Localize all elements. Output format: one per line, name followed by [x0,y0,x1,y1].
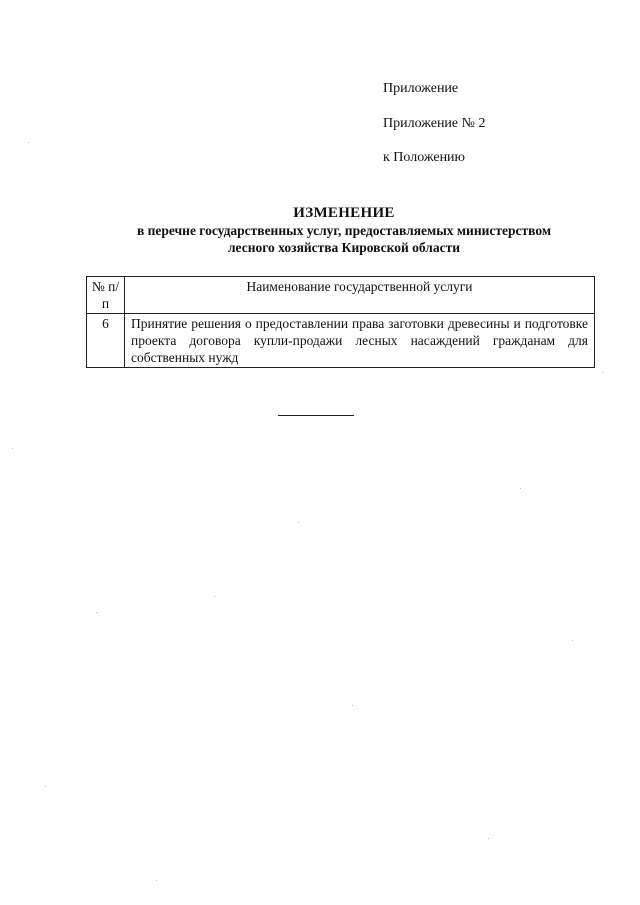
scan-speck [298,522,299,523]
scan-speck [352,705,353,706]
scan-speck [96,612,97,613]
appendix-label: Приложение [383,81,459,96]
title-main: ИЗМЕНЕНИЕ [293,205,395,221]
scan-speck [45,786,46,787]
scan-speck [572,640,573,641]
row-number-cell: 6 [87,314,125,368]
appendix-number: Приложение № 2 [383,116,486,131]
scan-speck [12,448,13,449]
title-subtitle-line-1: в перечне государственных услуг, предоставляемых министерством [136,223,552,238]
row-service-name-cell: Принятие решения о предоставлении права заготовки древесины и подготовке проекта договора купли-продажи лесных насаждений гражданам для собственных нужд [125,314,595,368]
scan-speck [28,142,29,143]
title-subtitle-line-2: лесного хозяйства Кировской области [227,240,461,255]
document-title [60,204,628,256]
scan-speck [602,372,603,373]
table-header-row [87,277,595,314]
scan-speck [520,488,521,489]
column-header-service-name: Наименование государственной услуги [125,277,595,314]
scan-speck [156,880,157,881]
table-row [87,314,595,368]
scan-speck [488,838,489,839]
appendix-reference: к Положению [383,150,466,165]
end-divider-line [278,415,354,416]
scan-speck [214,596,215,597]
services-table [86,276,595,368]
column-header-number: № п/п [87,277,125,314]
